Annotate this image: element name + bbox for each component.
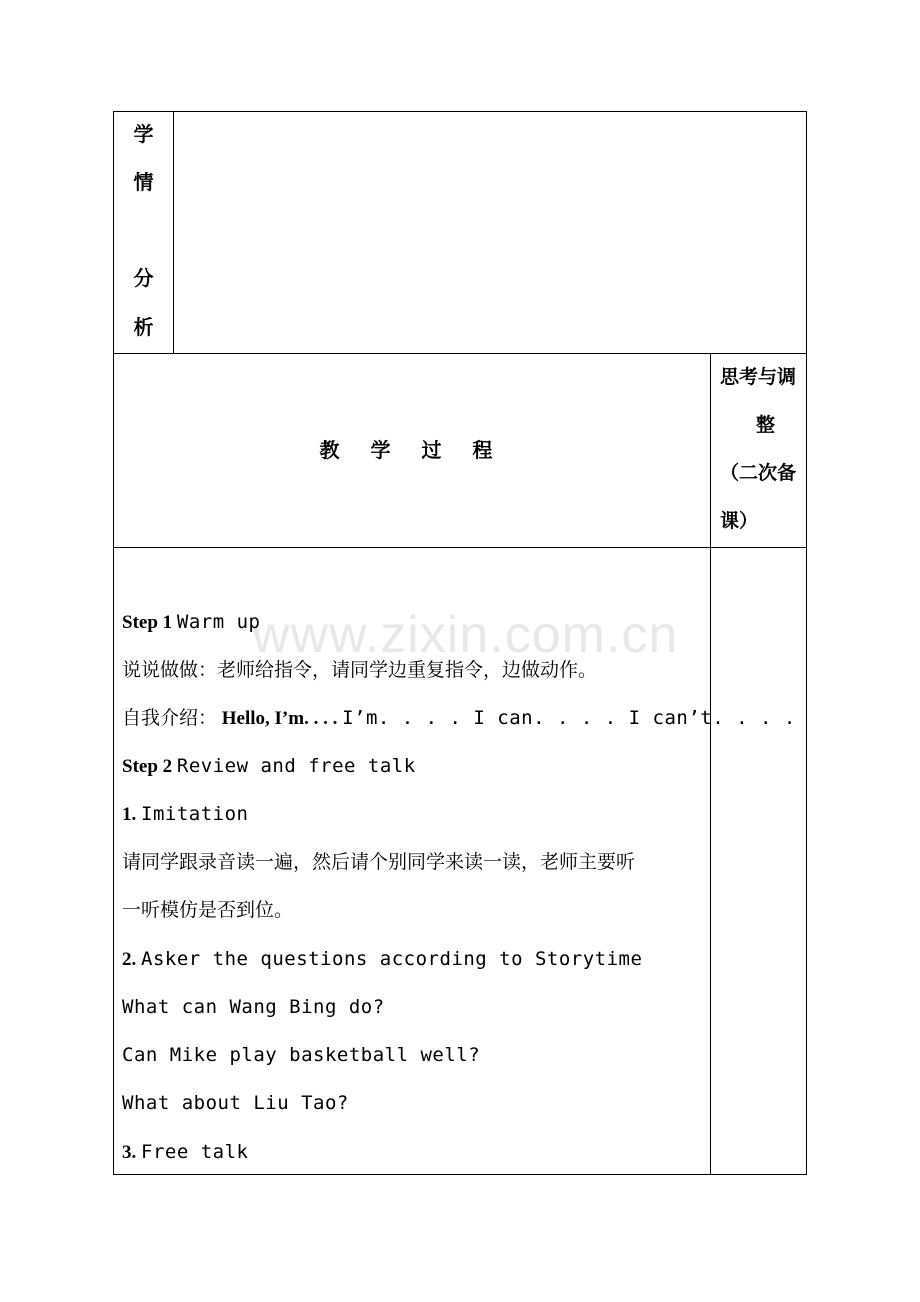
item3-title — [122, 1140, 248, 1165]
step2-title — [122, 754, 416, 779]
divider-header-bottom — [114, 547, 806, 548]
step1-line2 — [122, 706, 796, 731]
step1-title-prefix: Step 1 — [122, 612, 177, 633]
item3-text: Free talk — [141, 1141, 249, 1163]
step2-title-text: Review and free talk — [176, 755, 416, 777]
item1-number: 1. — [122, 804, 141, 825]
analysis-label-char-3: 分 — [133, 266, 154, 290]
item1-title — [122, 802, 248, 827]
adjust-heading-line-4: 课） — [720, 510, 759, 532]
question-1: What can Wang Bing do? — [122, 996, 385, 1018]
question-2: Can Mike play basketball well? — [122, 1044, 481, 1066]
step1-title-text: Warm up — [176, 611, 261, 633]
divider-adjust-column — [710, 353, 711, 1174]
process-title: 教 学 过 程 — [319, 438, 505, 462]
item2-text: Asker the questions according to Storytime — [141, 948, 643, 970]
item1-desc-line1: 请同学跟录音读一遍，然后请个别同学来读一读，老师主要听 — [122, 851, 636, 873]
adjust-heading-line-3: （二次备 — [720, 462, 797, 484]
step1-line2-en-b: I’m. . . . I can. . . . I can’t. . . . — [342, 707, 796, 729]
adjust-heading-line-2: 整 — [756, 414, 776, 436]
item2-title — [122, 947, 642, 972]
analysis-label-char-4: 析 — [133, 315, 154, 339]
analysis-label-char-1: 学 — [133, 122, 154, 146]
item2-number: 2. — [122, 949, 141, 970]
step1-title — [122, 610, 260, 635]
item1-desc-line2: 一听模仿是否到位。 — [122, 899, 294, 921]
lesson-plan-table — [113, 111, 807, 1175]
question-3: What about Liu Tao? — [122, 1092, 349, 1114]
step1-line2-cn: 自我介绍： — [122, 707, 218, 729]
divider-analysis-bottom — [114, 353, 806, 354]
item3-number: 3. — [122, 1142, 141, 1163]
watermark: www.zixin.com.cn — [252, 606, 679, 664]
step1-line1: 说说做做：老师给指令，请同学边重复指令，边做动作。 — [122, 659, 598, 681]
step1-line2-en-a: Hello, I’m. . . . — [217, 708, 343, 729]
item1-text: Imitation — [141, 803, 249, 825]
step2-title-prefix: Step 2 — [122, 756, 177, 777]
divider-label-column — [173, 112, 174, 353]
analysis-label-char-2: 情 — [133, 170, 154, 194]
adjust-heading-line-1: 思考与调 — [720, 366, 797, 388]
